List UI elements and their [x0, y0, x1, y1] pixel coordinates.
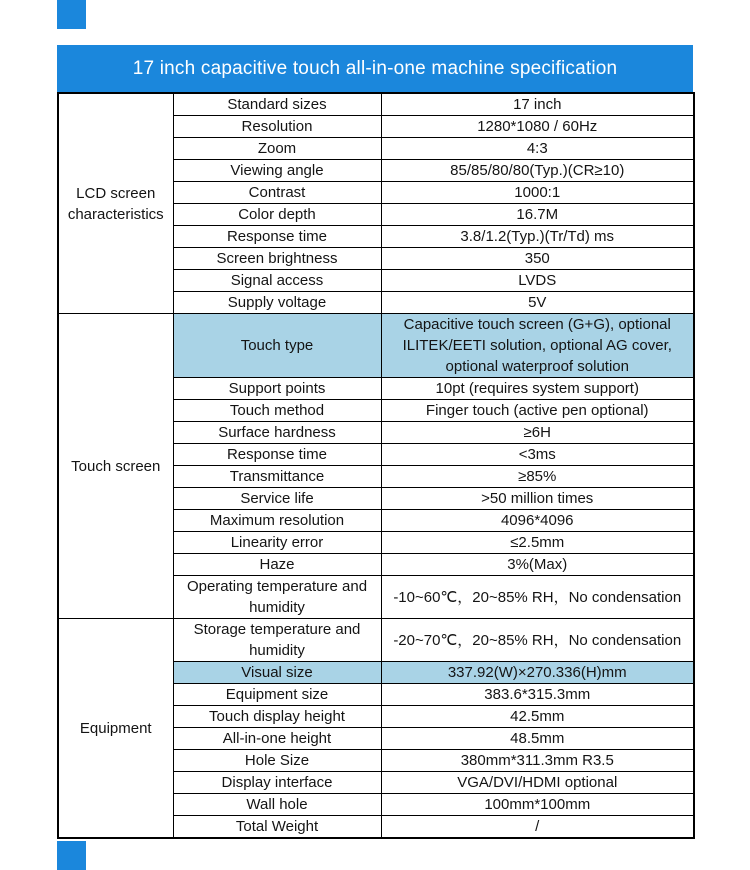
- spec-label-cell: Surface hardness: [173, 422, 381, 444]
- spec-label-cell: All-in-one height: [173, 728, 381, 750]
- spec-value-cell: 16.7M: [381, 204, 694, 226]
- category-cell: Touch screen: [58, 314, 173, 619]
- spec-label-cell: Screen brightness: [173, 248, 381, 270]
- spec-value-cell: 42.5mm: [381, 706, 694, 728]
- category-cell: LCD screen characteristics: [58, 93, 173, 314]
- spec-value-cell: 1280*1080 / 60Hz: [381, 116, 694, 138]
- spec-value-cell: 3.8/1.2(Typ.)(Tr/Td) ms: [381, 226, 694, 248]
- spec-label-cell: Response time: [173, 444, 381, 466]
- spec-label-cell: Resolution: [173, 116, 381, 138]
- spec-value-cell: 10pt (requires system support): [381, 378, 694, 400]
- spec-value-cell: -20~70℃，20~85% RH，No condensation: [381, 619, 694, 662]
- spec-label-cell: Touch type: [173, 314, 381, 378]
- spec-value-cell: /: [381, 816, 694, 839]
- spec-value-cell: 85/85/80/80(Typ.)(CR≥10): [381, 160, 694, 182]
- spec-value-cell: Capacitive touch screen (G+G), optional ILITEK/EETI solution, optional AG cover, optional waterproof solution: [381, 314, 694, 378]
- spec-value-cell: 383.6*315.3mm: [381, 684, 694, 706]
- spec-value-cell: -10~60℃，20~85% RH，No condensation: [381, 576, 694, 619]
- spec-label-cell: Transmittance: [173, 466, 381, 488]
- spec-value-cell: ≥85%: [381, 466, 694, 488]
- spec-label-cell: Storage temperature and humidity: [173, 619, 381, 662]
- spec-label-cell: Visual size: [173, 662, 381, 684]
- spec-label-cell: Response time: [173, 226, 381, 248]
- spec-label-cell: Support points: [173, 378, 381, 400]
- spec-label-cell: Color depth: [173, 204, 381, 226]
- spec-value-cell: Finger touch (active pen optional): [381, 400, 694, 422]
- spec-label-cell: Standard sizes: [173, 93, 381, 116]
- spec-row: [58, 314, 694, 378]
- spec-label-cell: Display interface: [173, 772, 381, 794]
- spec-value-cell: 100mm*100mm: [381, 794, 694, 816]
- spec-value-cell: 17 inch: [381, 93, 694, 116]
- spec-table-body: [58, 93, 694, 838]
- spec-label-cell: Operating temperature and humidity: [173, 576, 381, 619]
- spec-label-cell: Hole Size: [173, 750, 381, 772]
- spec-value-cell: ≤2.5mm: [381, 532, 694, 554]
- spec-value-cell: <3ms: [381, 444, 694, 466]
- spec-table: [57, 92, 695, 839]
- spec-value-cell: 1000:1: [381, 182, 694, 204]
- decoration-top-left: [57, 0, 86, 29]
- spec-label-cell: Wall hole: [173, 794, 381, 816]
- spec-value-cell: 48.5mm: [381, 728, 694, 750]
- spec-value-cell: VGA/DVI/HDMI optional: [381, 772, 694, 794]
- spec-label-cell: Supply voltage: [173, 292, 381, 314]
- spec-value-cell: 4096*4096: [381, 510, 694, 532]
- spec-value-cell: 5V: [381, 292, 694, 314]
- spec-label-cell: Maximum resolution: [173, 510, 381, 532]
- spec-value-cell: 380mm*311.3mm R3.5: [381, 750, 694, 772]
- spec-label-cell: Touch display height: [173, 706, 381, 728]
- spec-value-cell: ≥6H: [381, 422, 694, 444]
- spec-row: [58, 93, 694, 116]
- spec-value-cell: LVDS: [381, 270, 694, 292]
- spec-label-cell: Touch method: [173, 400, 381, 422]
- spec-row: [58, 619, 694, 662]
- spec-value-cell: 337.92(W)×270.336(H)mm: [381, 662, 694, 684]
- decoration-bottom-left: [57, 841, 86, 870]
- spec-label-cell: Service life: [173, 488, 381, 510]
- spec-label-cell: Total Weight: [173, 816, 381, 839]
- spec-label-cell: Zoom: [173, 138, 381, 160]
- spec-value-cell: >50 million times: [381, 488, 694, 510]
- spec-value-cell: 3%(Max): [381, 554, 694, 576]
- spec-label-cell: Haze: [173, 554, 381, 576]
- category-cell: Equipment: [58, 619, 173, 839]
- spec-label-cell: Viewing angle: [173, 160, 381, 182]
- spec-value-cell: 4:3: [381, 138, 694, 160]
- page-title: 17 inch capacitive touch all-in-one machine specification: [132, 57, 618, 79]
- spec-label-cell: Signal access: [173, 270, 381, 292]
- spec-label-cell: Equipment size: [173, 684, 381, 706]
- spec-label-cell: Contrast: [173, 182, 381, 204]
- title-bar: [57, 45, 693, 92]
- spec-value-cell: 350: [381, 248, 694, 270]
- spec-label-cell: Linearity error: [173, 532, 381, 554]
